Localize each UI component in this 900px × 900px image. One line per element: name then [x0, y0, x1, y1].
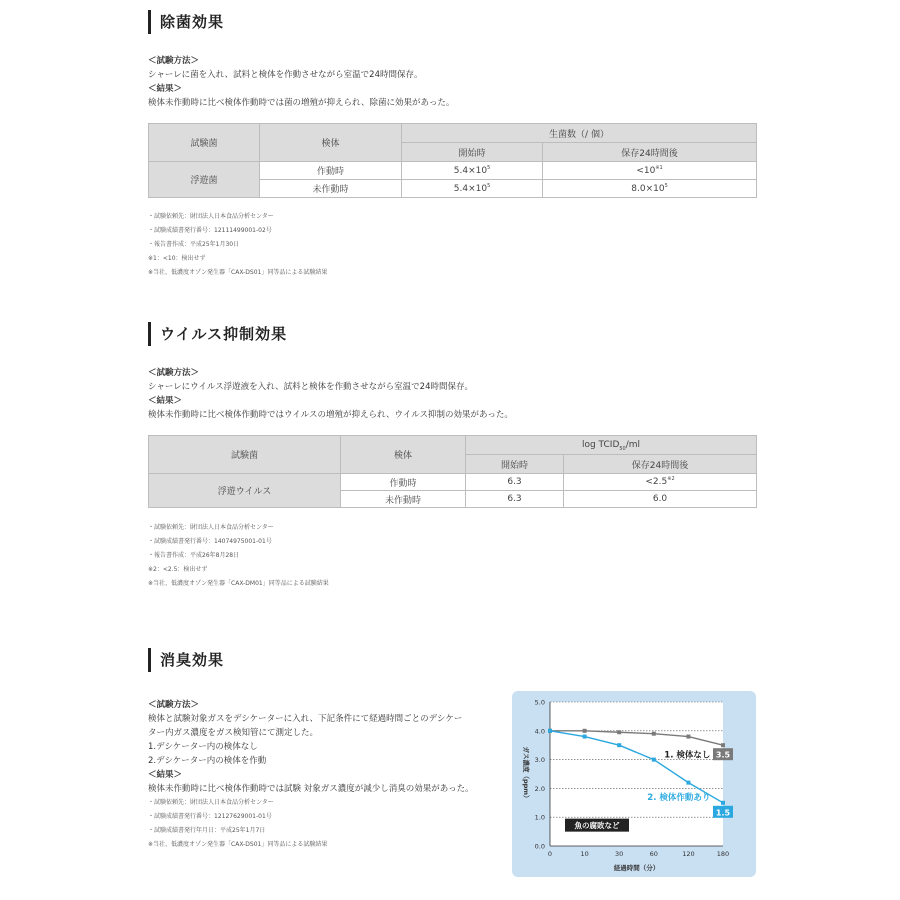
x-tick-label: 60 — [649, 850, 658, 858]
y-tick-label: 4.0 — [534, 727, 545, 736]
y-axis-title: ガス濃度（ppm） — [522, 746, 530, 802]
annotation-label: 魚の腐敗など — [574, 821, 620, 831]
sec1-table — [148, 123, 757, 198]
data-point — [617, 743, 621, 747]
x-tick-label: 180 — [716, 850, 730, 858]
sec1-method-label: ＜試験方法＞ — [148, 56, 200, 66]
x-tick-label: 120 — [682, 850, 695, 858]
sec1-th-group: 生菌数（/ 個） — [402, 124, 757, 143]
data-point — [583, 729, 587, 733]
sec3-method-line-1: 検体と試験対象ガスをデシケーターに入れ、下記条件にて経過時間ごとのデシケー — [148, 714, 463, 724]
sec2-th-sample: 検体 — [341, 436, 466, 474]
data-point — [583, 735, 587, 739]
sec2-row-label: 浮遊ウイルス — [149, 474, 341, 508]
sec1-th-bacteria: 試験菌 — [149, 124, 260, 162]
x-axis-title: 経過時間（分） — [613, 864, 660, 872]
y-tick-label: 3.0 — [534, 756, 545, 765]
sec2-row1-start: 6.3 — [466, 474, 564, 491]
y-tick-label: 1.0 — [534, 813, 545, 822]
sec3-note-4: ※当社、低濃度オゾン発生器「CAX-DS01」同等品による試験結果 — [148, 841, 328, 848]
end-value-label: 3.5 — [715, 750, 731, 760]
sec3-note-1: ・試験依頼先：財団法人日本食品分析センター — [148, 799, 274, 806]
x-tick-label: 10 — [580, 850, 589, 858]
sec2-row2-after: 6.0 — [564, 491, 757, 508]
sec2-note-5: ※当社、低濃度オゾン発生器「CAX-DM01」同等品による試験結果 — [148, 580, 329, 587]
sec3-method-line-3: 1.デシケーター内の検体なし — [148, 742, 258, 752]
sec1-th-after: 保存24時間後 — [543, 143, 757, 162]
sec3-note-2: ・試験成績書発行番号：12127629001-01号 — [148, 813, 272, 820]
sec3-method-line-2: ター内ガス濃度をガス検知管にて測定した。 — [148, 728, 319, 738]
sec2-row2-sample: 未作動時 — [341, 491, 466, 508]
y-tick-label: 0.0 — [534, 842, 545, 851]
sec2-th-after: 保存24時間後 — [564, 455, 757, 474]
y-tick-label: 2.0 — [534, 784, 545, 793]
y-tick-label: 5.0 — [534, 698, 545, 707]
sec2-row1-sample: 作動時 — [341, 474, 466, 491]
x-tick-label: 0 — [547, 850, 553, 858]
sec3-method-line-4: 2.デシケーター内の検体を作動 — [148, 756, 267, 766]
sec1-row2-after: $8.0\times 10^5$ — [543, 180, 757, 198]
sec1-note-1: ・試験依頼先：財団法人日本食品分析センター — [148, 213, 274, 220]
sec3-method-label: ＜試験方法＞ — [148, 700, 200, 710]
section-title-sterilization: 除菌効果 — [148, 10, 224, 34]
sec3-note-3: ・試験成績書発行年月日：平成25年1月7日 — [148, 827, 266, 834]
data-point — [617, 730, 621, 734]
sec1-result-label: ＜結果＞ — [148, 84, 183, 94]
sec1-row1-after: $<10^{※1}$ — [543, 162, 757, 180]
series-label-2: 2. 検体作動あり — [647, 792, 711, 803]
data-point — [652, 732, 656, 736]
series-label-1: 1. 検体なし — [664, 750, 711, 761]
data-point — [652, 758, 656, 762]
sec2-note-4: ※2：<2.5：検出せず — [148, 566, 208, 573]
sec2-note-2: ・試験成績書発行番号：14074975001-01号 — [148, 538, 272, 545]
data-point — [548, 729, 552, 733]
sec2-th-start: 開始時 — [466, 455, 564, 474]
sec1-method-text: シャーレに菌を入れ、試料と検体を作動させながら室温で24時間保存。 — [148, 70, 423, 80]
data-point — [686, 735, 690, 739]
sec1-row-label: 浮遊菌 — [149, 162, 260, 198]
sec2-row2-start: 6.3 — [466, 491, 564, 508]
sec2-note-1: ・試験依頼先：財団法人日本食品分析センター — [148, 524, 274, 531]
section-title-virus: ウイルス抑制効果 — [148, 322, 287, 346]
sec3-result-text: 検体未作動時に比べ検体作動時では試験 対象ガス濃度が減少し消臭の効果があった。 — [148, 784, 474, 794]
section-title-deodorize: 消臭効果 — [148, 648, 224, 672]
end-value-label: 1.5 — [715, 808, 731, 818]
sec2-row1-after: $<2.5^{※2}$ — [564, 474, 757, 491]
sec1-note-4: ※1：<10：検出せず — [148, 255, 206, 262]
sec1-note-2: ・試験成績書発行番号：12111499001-02号 — [148, 227, 272, 234]
data-point — [686, 781, 690, 785]
sec1-row1-sample: 作動時 — [260, 162, 402, 180]
sec1-th-start: 開始時 — [402, 143, 543, 162]
sec2-method-text: シャーレにウイルス浮遊液を入れ、試料と検体を作動させながら室温で24時間保存。 — [148, 382, 473, 392]
data-point — [721, 801, 725, 805]
sec2-note-3: ・報告書作成：平成26年8月28日 — [148, 552, 240, 559]
sec1-note-3: ・報告書作成：平成25年1月30日 — [148, 241, 240, 248]
deodorize-chart-svg — [512, 691, 756, 877]
sec2-result-label: ＜結果＞ — [148, 396, 183, 406]
sec2-method-label: ＜試験方法＞ — [148, 368, 200, 378]
x-tick-label: 30 — [615, 850, 624, 858]
sec2-th-virus: 試験菌 — [149, 436, 341, 474]
sec2-result-text: 検体未作動時に比べ検体作動時ではウイルスの増殖が抑えられ、ウイルス抑制の効果があった。 — [148, 410, 513, 420]
data-point — [721, 743, 725, 747]
sec1-row1-start: $5.4\times 10^5$ — [402, 162, 543, 180]
deodorize-chart — [512, 691, 756, 877]
sec1-row2-start: $5.4\times 10^5$ — [402, 180, 543, 198]
sec1-note-5: ※当社、低濃度オゾン発生器「CAX-DS01」同等品による試験結果 — [148, 269, 328, 276]
sec2-table — [148, 435, 757, 508]
sec1-result-text: 検体未作動時に比べ検体作動時では菌の増殖が抑えられ、除菌に効果があった。 — [148, 98, 455, 108]
sec1-th-sample: 検体 — [260, 124, 402, 162]
sec3-result-label: ＜結果＞ — [148, 770, 183, 780]
sec1-row2-sample: 未作動時 — [260, 180, 402, 198]
sec2-th-group: $\log TCID_{50}/ml$ — [466, 436, 757, 455]
